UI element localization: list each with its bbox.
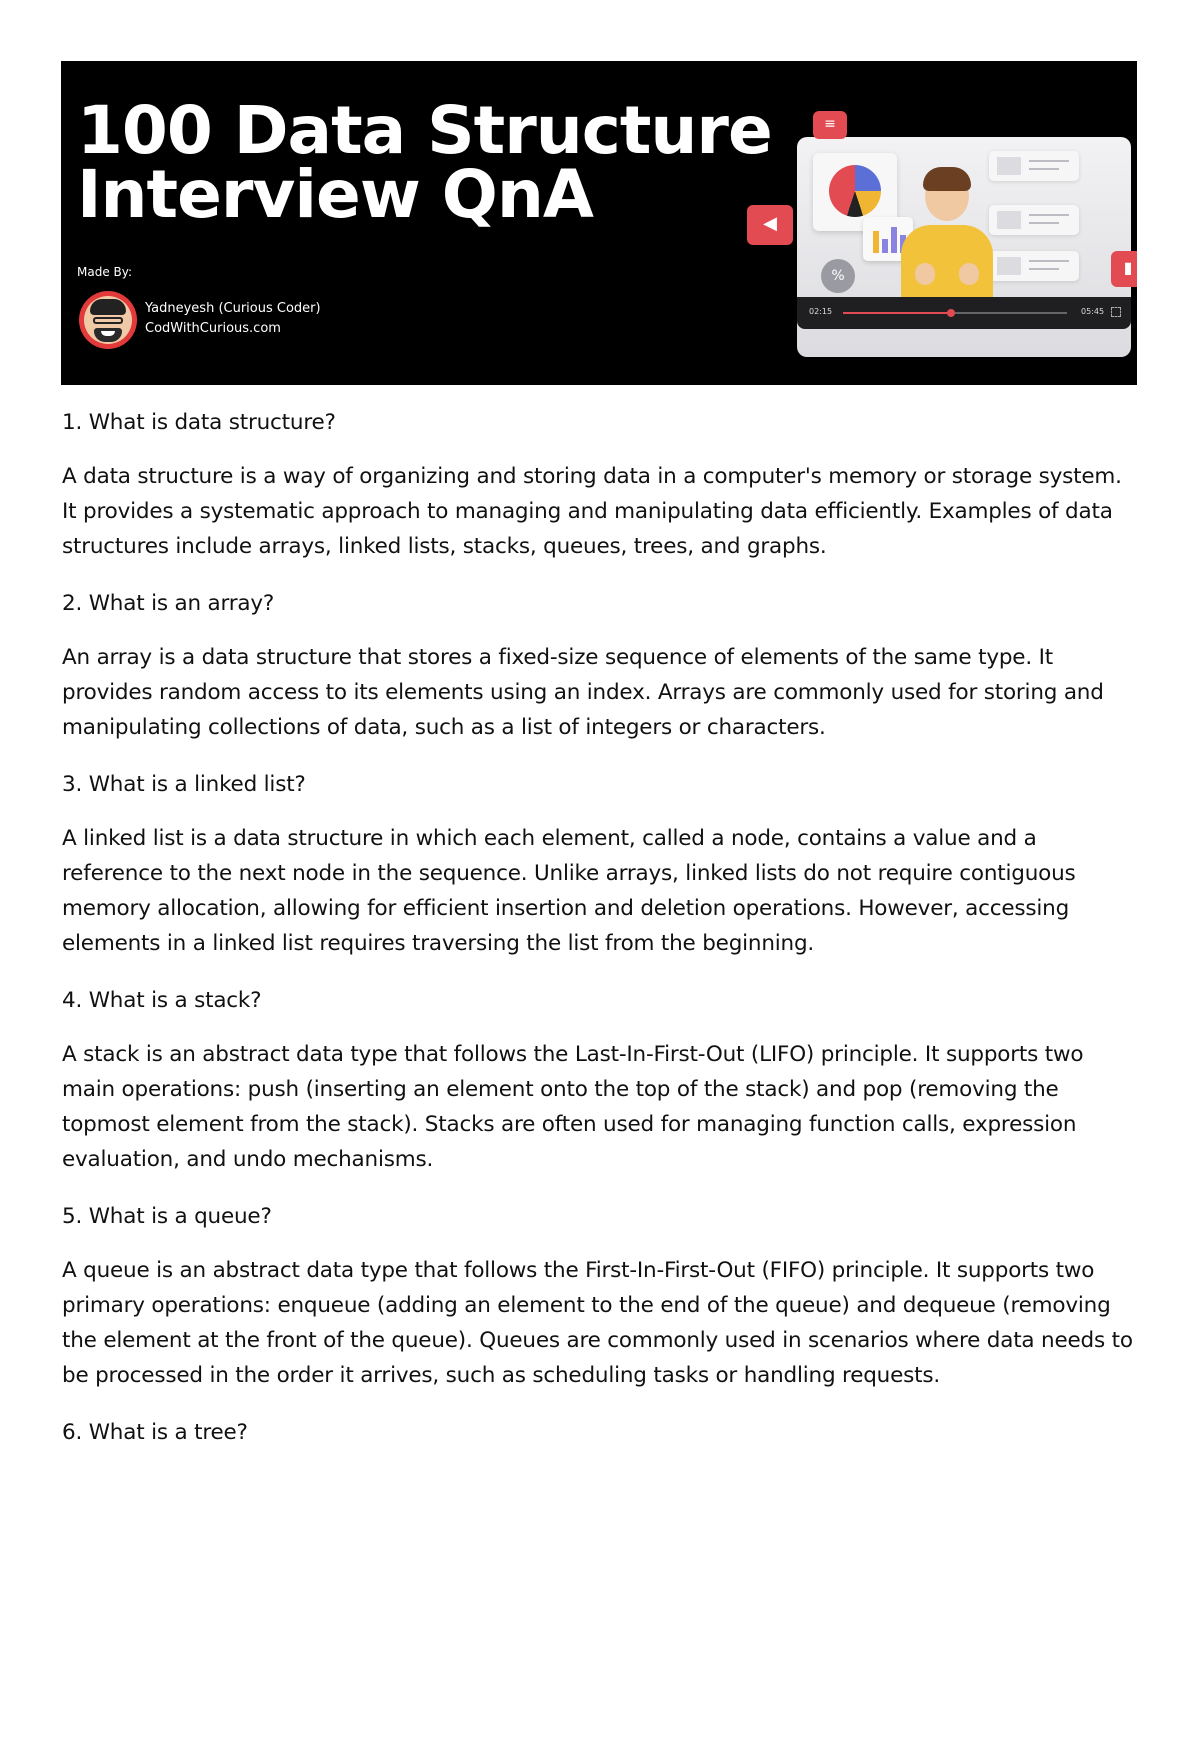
megaphone-icon: ◀ [747, 205, 793, 245]
answer-text: A linked list is a data structure in which each element, called a node, contains a value and a reference to the next node in the sequence. Unlike arrays, linked lists do not require contiguous memory allocation, allowing for efficient insertion and deletion operations. However, accessing elements in a linked list requires traversing the list from the beginning. [62, 826, 1076, 956]
presenter-figure [897, 171, 997, 357]
video-controls [797, 297, 1131, 329]
author-website: CodWithCurious.com [145, 321, 281, 336]
made-by-label: Made By: [77, 265, 133, 279]
question-heading: 1. What is data structure? [62, 410, 336, 435]
thumbs-up-icon: ▮ [1111, 251, 1137, 287]
list-card [989, 151, 1079, 181]
video-progress-knob [947, 309, 955, 317]
percent-gear-icon: % [821, 259, 855, 293]
answer-text: A data structure is a way of organizing and storing data in a computer's memory or storage system. It provides a systematic approach to managing and manipulating data efficiently. Examples of data structures include arrays, linked lists, stacks, queues, trees, and graphs. [62, 464, 1122, 559]
video-lesson-illustration [763, 101, 1137, 385]
pie-chart-icon [829, 165, 881, 217]
question-heading: 4. What is a stack? [62, 988, 262, 1013]
question-heading: 5. What is a queue? [62, 1204, 272, 1229]
avatar-face-icon [84, 296, 132, 344]
author-name: Yadneyesh (Curious Coder) [145, 301, 321, 316]
banner-title-line1: 100 Data Structure [77, 92, 772, 169]
video-progress-bar [843, 312, 1067, 314]
video-time-total: 05:45 [1081, 307, 1105, 316]
list-card [989, 251, 1079, 281]
banner-title-line2: Interview QnA [77, 156, 593, 233]
answer-text: A stack is an abstract data type that follows the Last-In-First-Out (LIFO) principle. It supports two main operations: push (inserting an element onto the top of the stack) and pop (removing the topmost element from the stack). Stacks are often used for managing function calls, expression evaluation, and undo mechanisms. [62, 1042, 1084, 1172]
author-avatar [79, 291, 137, 349]
banner-title [77, 92, 772, 233]
video-progress-fill [843, 312, 951, 314]
list-card [989, 205, 1079, 235]
question-heading: 3. What is a linked list? [62, 772, 306, 797]
fullscreen-icon [1111, 307, 1121, 317]
question-heading: 6. What is a tree? [62, 1420, 248, 1445]
chat-bubble-icon: ≡ [813, 111, 847, 139]
answer-text: A queue is an abstract data type that follows the First-In-First-Out (FIFO) principle. It supports two primary operations: enqueue (adding an element to the end of the queue) and dequeue (removing the element at the front of the queue). Queues are commonly used in scenarios where data needs to be processed in the order it arrives, such as scheduling tasks or handling requests. [62, 1258, 1133, 1388]
header-banner [61, 61, 1137, 385]
answer-text: An array is a data structure that stores a fixed-size sequence of elements of the same type. It provides random access to its elements using an index. Arrays are commonly used for storing and manipulating collections of data, such as a list of integers or characters. [62, 645, 1104, 740]
question-heading: 2. What is an array? [62, 591, 275, 616]
qa-list [62, 405, 1142, 1451]
video-time-elapsed: 02:15 [809, 307, 833, 316]
